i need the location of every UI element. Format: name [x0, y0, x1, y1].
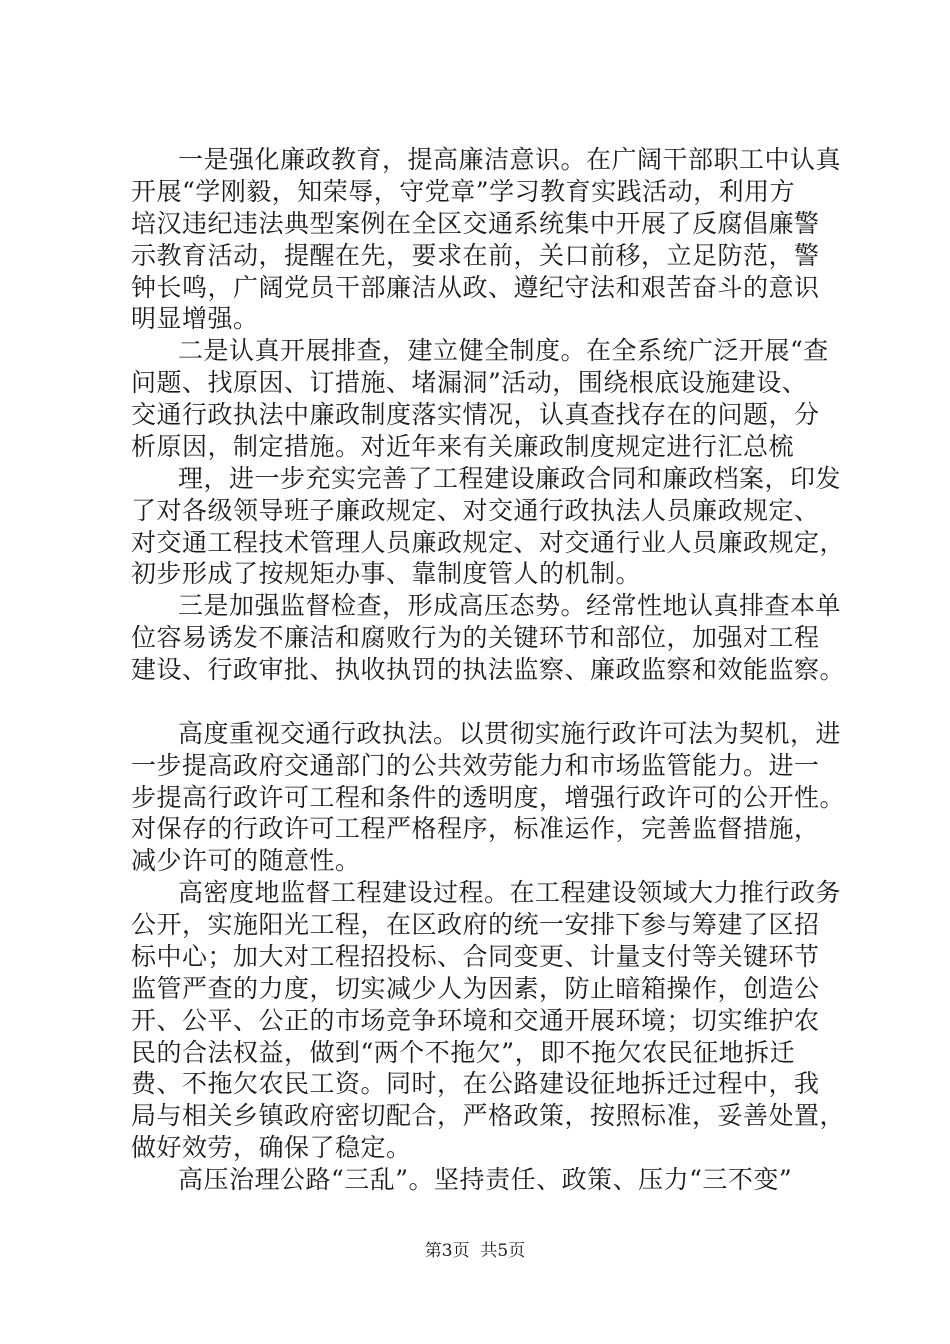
text-line: 民的合法权益，做到“两个不拖欠”，即不拖欠农民征地拆迁: [131, 1038, 796, 1067]
text-line: 析原因，制定措施。对近年来有关廉政制度规定进行汇总梳: [131, 432, 795, 461]
text-line: 问题、找原因、订措施、堵漏洞”活动，围绕根底设施建设、: [131, 368, 808, 397]
text-line: 步提高行政许可工程和条件的透明度，增强行政许可的公开性。: [131, 783, 846, 812]
text-line: 一步提高政府交通部门的公共效劳能力和市场监管能力。进一: [131, 751, 820, 780]
text-line: 示教育活动，提醒在先，要求在前，关口前移，立足防范，警: [131, 241, 820, 270]
text-line: 明显增强。: [131, 304, 259, 333]
text-line: 一是强化廉政教育，提高廉洁意识。在广阔干部职工中认真: [178, 145, 842, 174]
text-line: 高压治理公路“三乱”。坚持责任、政策、压力“三不变”: [178, 1165, 793, 1194]
text-line: 了对各级领导班子廉政规定、对交通行政执法人员廉政规定、: [131, 496, 820, 525]
page-footer: 第3页 共5页: [424, 1241, 526, 1261]
text-line: 对保存的行政许可工程严格程序，标准运作，完善监督措施，: [131, 814, 820, 843]
text-line: 三是加强监督检查，形成高压态势。经常性地认真排查本单: [178, 591, 842, 620]
text-line: 高密度地监督工程建设过程。在工程建设领域大力推行政务: [178, 878, 842, 907]
text-line: 做好效劳，确保了稳定。: [131, 1133, 412, 1162]
text-line: 局与相关乡镇政府密切配合，严格政策，按照标准，妥善处置，: [131, 1101, 846, 1130]
text-line: 交通行政执法中廉政制度落实情况，认真查找存在的问题，分: [131, 400, 820, 429]
text-line: 钟长鸣，广阔党员干部廉洁从政、遵纪守法和艰苦奋斗的意识: [131, 273, 820, 302]
text-line: 标中心；加大对工程招投标、合同变更、计量支付等关键环节: [131, 942, 820, 971]
text-line: 开展“学刚毅，知荣辱，守党章”学习教育实践活动，利用方: [131, 177, 796, 206]
text-line: 二是认真开展排查，建立健全制度。在全系统广泛开展“查: [178, 336, 829, 365]
text-line: 减少许可的随意性。: [131, 846, 361, 875]
text-line: 监管严查的力度，切实减少人为因素，防止暗箱操作，创造公: [131, 974, 820, 1003]
text-line: 建设、行政审批、执收执罚的执法监察、廉政监察和效能监察。: [131, 655, 846, 684]
text-line: 高度重视交通行政执法。以贯彻实施行政许可法为契机，进: [178, 719, 842, 748]
text-line: 费、不拖欠农民工资。同时，在公路建设征地拆迁过程中，我: [131, 1069, 820, 1098]
text-line: 位容易诱发不廉洁和腐败行为的关键环节和部位，加强对工程: [131, 623, 820, 652]
text-line: 初步形成了按规矩办事、靠制度管人的机制。: [131, 559, 642, 588]
text-line: 开、公平、公正的市场竞争环境和交通开展环境；切实维护农: [131, 1006, 820, 1035]
text-line: 理，进一步充实完善了工程建设廉政合同和廉政档案，印发: [178, 464, 842, 493]
text-line: 对交通工程技术管理人员廉政规定、对交通行业人员廉政规定，: [131, 528, 846, 557]
text-line: 公开，实施阳光工程，在区政府的统一安排下参与筹建了区招: [131, 910, 820, 939]
text-line: 培汉违纪违法典型案例在全区交通系统集中开展了反腐倡廉警: [131, 209, 820, 238]
